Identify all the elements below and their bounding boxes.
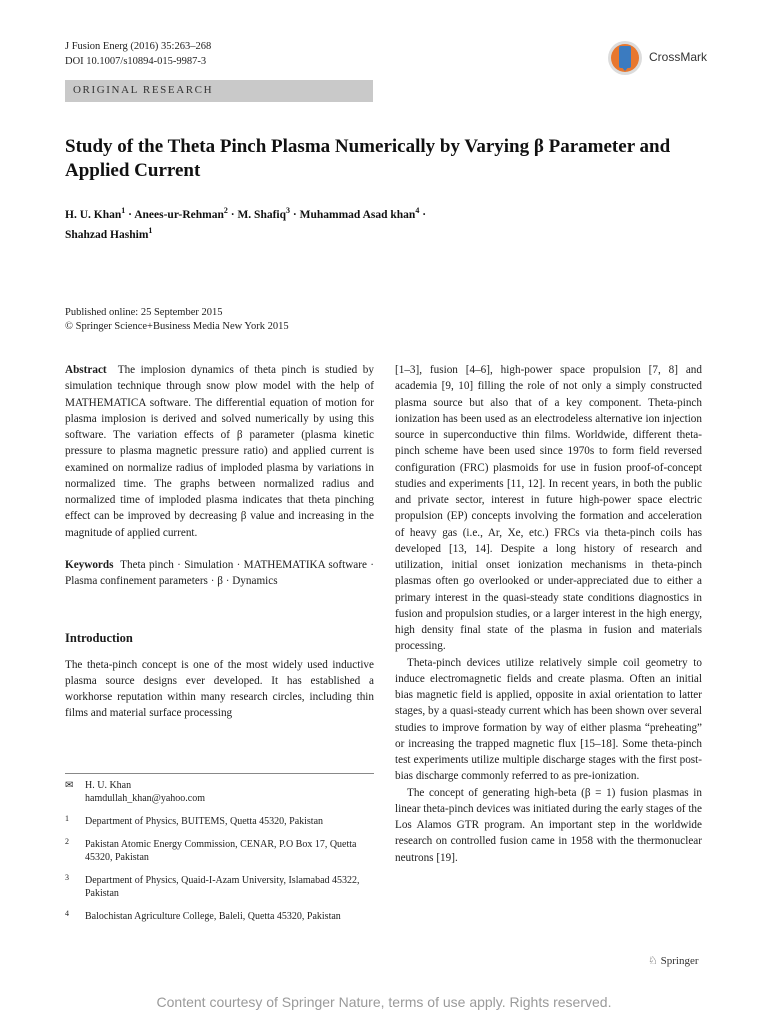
affiliation-item xyxy=(65,910,374,923)
author-name: H. U. Khan xyxy=(65,208,122,221)
body-paragraph: Theta-pinch devices utilize relatively simple coil geometry to induce electromagnetic fields and create plasma. Often an initial bias magnetic field is applied, opposite in axial orientation to latter stages, by a quasi-steady current which has been shown over several studies to improve formation by way of either plasma “preheating” or increasing the trapped magnetic flux [15–18]. Some theta-pinch test experiments utilize multiple discharge stages with the first post-bias discharge commonly referred to as pre-ionization. xyxy=(395,656,702,783)
left-column xyxy=(65,362,374,722)
keywords xyxy=(65,557,374,590)
affiliation-item xyxy=(65,815,374,828)
article-type-label: ORIGINAL RESEARCH xyxy=(73,84,214,96)
article-type-banner xyxy=(65,80,373,102)
affiliation-number: 3 xyxy=(65,873,69,882)
affiliation-number: 1 xyxy=(65,814,69,823)
abstract-label: Abstract xyxy=(65,364,107,376)
published-date: Published online: 25 September 2015 xyxy=(65,307,223,318)
right-column xyxy=(395,362,702,866)
introduction-paragraph: The theta-pinch concept is one of the most widely used inductive plasma source designs ever developed. It has established a workhorse reputation within many research circles, including thin films and material surface processing xyxy=(65,658,374,720)
author-affiliation-mark: 4 xyxy=(415,206,420,215)
affiliation-number: 4 xyxy=(65,909,69,918)
body-paragraph: The concept of generating high-beta (β = 1) fusion plasmas in linear theta-pinch devices was initiated during the early stages of the Los Alamos GTR program. An important step in the worldwide research on controlled fusion came in 1958 with the thermonuclear neutrons [19]. xyxy=(395,786,702,864)
author-affiliation-mark: 1 xyxy=(121,206,126,215)
doi[interactable]: DOI 10.1007/s10894-015-9987-3 xyxy=(65,56,207,67)
abstract xyxy=(65,362,374,541)
copyright: © Springer Science+Business Media New York 2015 xyxy=(65,321,289,332)
body-paragraph: [1–3], fusion [4–6], high-power space propulsion [7, 8] and academia [9, 10] filling the role of not only a simply constructed plasma source but also that of a key component. Theta-pinch ionization has been used as an electrodeless alternative ion injection source in superconductive thin films. Worldwide, different theta-pinch scheme have been used since 1970s to form field reversed configuration (FRC) plasmoids for use in fusion proof-of-concept studies and experiments [11, 12]. In recent years, in both the public and private sector, interest in future high-power space electric propulsion (EP) concepts involving the formation and acceleration of heavy gas (i.e., Ar, Xe, etc.) FRCs via theta-pinch coils has developed [13, 14]. Despite a long history of research and utilization, initial onset ionization mechanisms in theta-pinch plasmas often go overlooked or under-appreciated due to either a primary interest in the quasi-steady state conditions diagnostics in fusion and propulsion studies, or a larger interest in the high energy, high density final state of the plasma in fusion and materials processing. xyxy=(395,364,702,653)
affiliation-text: Balochistan Agriculture College, Baleli, Quetta 45320, Pakistan xyxy=(85,911,341,922)
introduction-heading: Introduction xyxy=(65,631,133,646)
affiliation-text: Department of Physics, Quaid-I-Azam University, Islamabad 45322, Pakistan xyxy=(85,875,360,899)
footer-note: Content courtesy of Springer Nature, terms of use apply. Rights reserved. xyxy=(156,994,612,1010)
crossmark-icon xyxy=(607,38,643,78)
springer-horse-icon: ♘ xyxy=(648,955,658,967)
author-affiliation-mark: 2 xyxy=(223,206,228,215)
corresponding-author: H. U. Khan xyxy=(85,780,132,791)
author-affiliation-mark: 1 xyxy=(148,225,153,235)
affiliation-text: Department of Physics, BUITEMS, Quetta 45320, Pakistan xyxy=(85,816,324,827)
affiliations-block xyxy=(65,773,374,923)
correspondence xyxy=(65,779,374,805)
affiliation-text: Pakistan Atomic Energy Commission, CENAR, P.O Box 17, Quetta 45320, Pakistan xyxy=(85,839,357,863)
affiliation-item xyxy=(65,838,374,864)
keywords-text: Theta pinch · Simulation · MATHEMATIKA software · Plasma confinement parameters · β · Dynamics xyxy=(65,558,375,587)
keywords-label: Keywords xyxy=(65,558,114,571)
author-list: H. U. Khan$^1$ · Anees-ur-Rehman$^2$ · M. Shafiq$^3$ · Muhammad Asad khan$^4$ · Shahzad Hashim$^1$ xyxy=(65,206,427,241)
author-affiliation-mark: 3 xyxy=(286,206,291,215)
publication-info xyxy=(65,306,289,334)
author-name: Muhammad Asad khan xyxy=(299,208,416,221)
springer-label: Springer xyxy=(660,955,699,967)
envelope-icon: ✉ xyxy=(65,780,74,791)
affiliation-number: 2 xyxy=(65,837,69,846)
author-name: Anees-ur-Rehman xyxy=(134,208,224,221)
journal-reference: J Fusion Energ (2016) 35:263–268 xyxy=(65,41,212,52)
abstract-text: The implosion dynamics of theta pinch is studied by simulation technique through snow plow model with the help of MATHEMATICA software. The differential equation of motion for plasma implosion is derived and solved numerically by using this software. The variation effects of β parameter (plasma kinetic pressure to plasma magnetic pressure ratio) and applied current is examined on normalize radius of imploded plasma by variations in normalized time. The graphs between normalized radius and normalized time of imploded plasma indicates that theta pinching effect can be improved by decreasing β value and increasing in the magnitude of applied current. xyxy=(65,364,374,539)
crossmark-label: CrossMark xyxy=(649,50,708,64)
article-title: Study of the Theta Pinch Plasma Numerically by Varying β Parameter and Applied Current xyxy=(65,136,671,181)
affiliation-item xyxy=(65,874,374,900)
corresponding-email[interactable]: hamdullah_khan@yahoo.com xyxy=(85,793,206,804)
crossmark-badge[interactable] xyxy=(607,38,717,78)
author-name: Shahzad Hashim xyxy=(65,228,149,241)
author-name: M. Shafiq xyxy=(237,208,287,221)
springer-logo xyxy=(648,954,699,967)
